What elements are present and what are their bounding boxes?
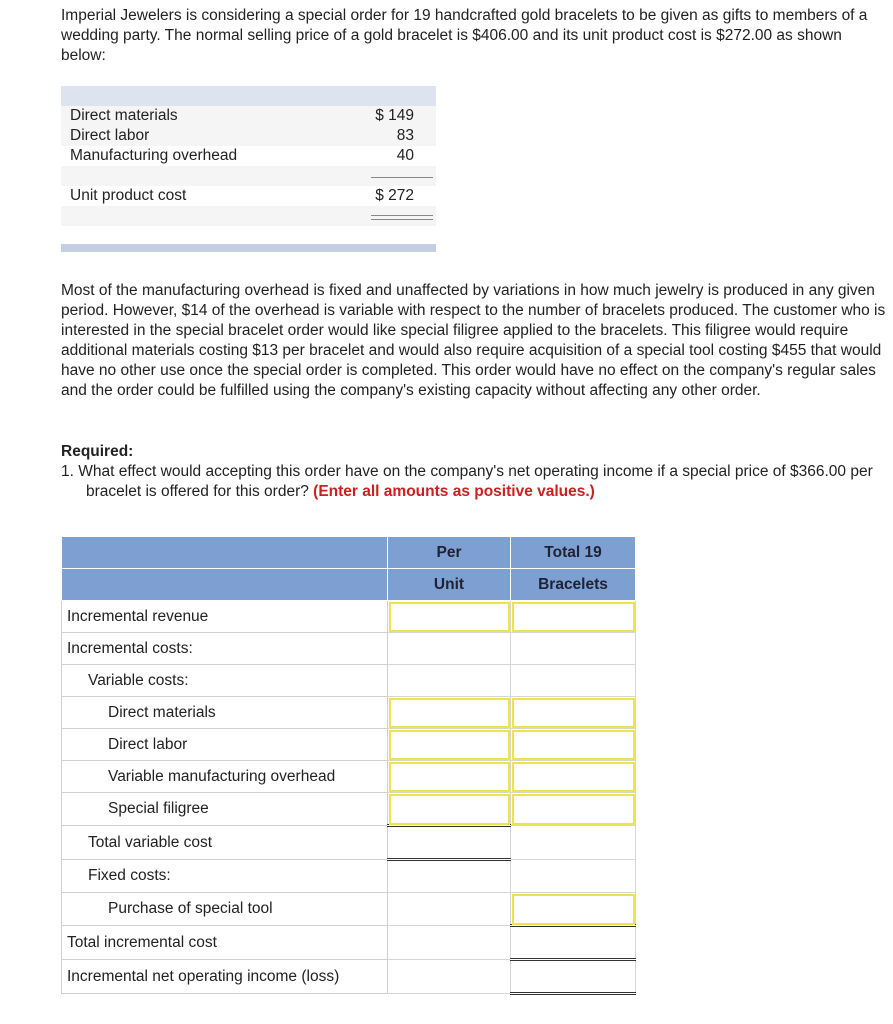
total-input[interactable] (511, 926, 636, 960)
header-unit: Unit (388, 569, 511, 601)
row-incremental-net-operating-income (62, 960, 636, 994)
cost-row-unit-product-cost (61, 186, 436, 206)
row-label: Incremental revenue (62, 601, 388, 633)
total-rule (371, 215, 433, 216)
row-label: Purchase of special tool (62, 893, 388, 926)
question-1 (61, 462, 887, 502)
row-label: Direct labor (62, 729, 388, 761)
total-input[interactable] (511, 960, 636, 994)
row-label: Direct materials (62, 697, 388, 729)
subtotal-rule (371, 177, 433, 178)
per-unit-input[interactable] (388, 761, 511, 793)
cost-value: $ 272 (375, 187, 414, 204)
row-variable-manufacturing-overhead (62, 761, 636, 793)
total-input[interactable] (511, 793, 636, 826)
per-unit-cell (388, 893, 511, 926)
per-unit-input[interactable] (388, 697, 511, 729)
overhead-paragraph: Most of the manufacturing overhead is fixed and unaffected by variations in how much jewelry is produced in any given period. However, $14 of the overhead is variable with respect to the number of bracelets produced. The customer who is interested in the special bracelet order would like special filigree applied to the bracelets. This filigree would require additional materials costing $13 per bracelet and would also require acquisition of a special tool costing $455 that would have no other use once the special order is completed. This order would have no effect on the company's regular sales and the order could be fulfilled using the company's existing capacity without affecting any other order. (61, 282, 886, 399)
row-label: Special filigree (62, 793, 388, 826)
row-special-filigree (62, 793, 636, 826)
row-total-variable-cost (62, 826, 636, 860)
row-direct-labor (62, 729, 636, 761)
per-unit-input[interactable] (388, 729, 511, 761)
total-cell (511, 633, 636, 665)
row-incremental-costs (62, 633, 636, 665)
row-label: Incremental costs: (62, 633, 388, 665)
per-unit-cell (388, 960, 511, 994)
row-label: Total variable cost (62, 826, 388, 860)
total-input[interactable] (511, 761, 636, 793)
header-blank (62, 569, 388, 601)
cost-table-footer (61, 244, 436, 252)
cost-table-header (61, 86, 436, 106)
row-purchase-of-special-tool (62, 893, 636, 926)
total-rule (371, 219, 433, 220)
cost-value: 83 (396, 127, 414, 144)
per-unit-cell (388, 665, 511, 697)
header-bracelets: Bracelets (511, 569, 636, 601)
per-unit-cell (388, 633, 511, 665)
cost-label: Direct labor (70, 127, 150, 144)
total-cell (511, 860, 636, 893)
row-label: Incremental net operating income (loss) (62, 960, 388, 994)
header-per: Per (388, 537, 511, 569)
total-input[interactable] (511, 697, 636, 729)
cost-label: Manufacturing overhead (70, 147, 238, 164)
total-input[interactable] (511, 601, 636, 633)
total-input[interactable] (511, 893, 636, 926)
row-label: Total incremental cost (62, 926, 388, 960)
row-incremental-revenue (62, 601, 636, 633)
row-label: Variable costs: (62, 665, 388, 697)
row-direct-materials (62, 697, 636, 729)
per-unit-input[interactable] (388, 826, 511, 860)
required-section (61, 442, 887, 502)
row-label: Fixed costs: (62, 860, 388, 893)
row-total-incremental-cost (62, 926, 636, 960)
special-order-analysis-table (61, 536, 636, 995)
question-text: 1. What effect would accepting this order have on the company's net operating income if a special price of $366.00 per bracelet is offered for this order? (61, 463, 873, 500)
required-heading: Required: (61, 443, 134, 460)
cost-row-direct-materials (61, 106, 436, 126)
total-input[interactable] (511, 826, 636, 860)
instruction-text: (Enter all amounts as positive values.) (313, 483, 595, 500)
cost-row-manufacturing-overhead (61, 146, 436, 166)
header-blank (62, 537, 388, 569)
header-total-19: Total 19 (511, 537, 636, 569)
per-unit-cell (388, 860, 511, 893)
per-unit-input[interactable] (388, 601, 511, 633)
cost-value: 40 (396, 147, 414, 164)
row-label: Variable manufacturing overhead (62, 761, 388, 793)
cost-label: Direct materials (70, 107, 178, 124)
unit-cost-table (61, 86, 436, 252)
cost-row-direct-labor (61, 126, 436, 146)
intro-paragraph: Imperial Jewelers is considering a special order for 19 handcrafted gold bracelets to be given as gifts to members of a wedding party. The normal selling price of a gold bracelet is $406.00 and its unit product cost is $272.00 as shown below: (61, 7, 868, 64)
per-unit-cell (388, 926, 511, 960)
total-cell (511, 665, 636, 697)
cost-value: $ 149 (375, 107, 414, 124)
row-fixed-costs (62, 860, 636, 893)
cost-label: Unit product cost (70, 187, 187, 204)
row-variable-costs (62, 665, 636, 697)
per-unit-input[interactable] (388, 793, 511, 826)
total-input[interactable] (511, 729, 636, 761)
